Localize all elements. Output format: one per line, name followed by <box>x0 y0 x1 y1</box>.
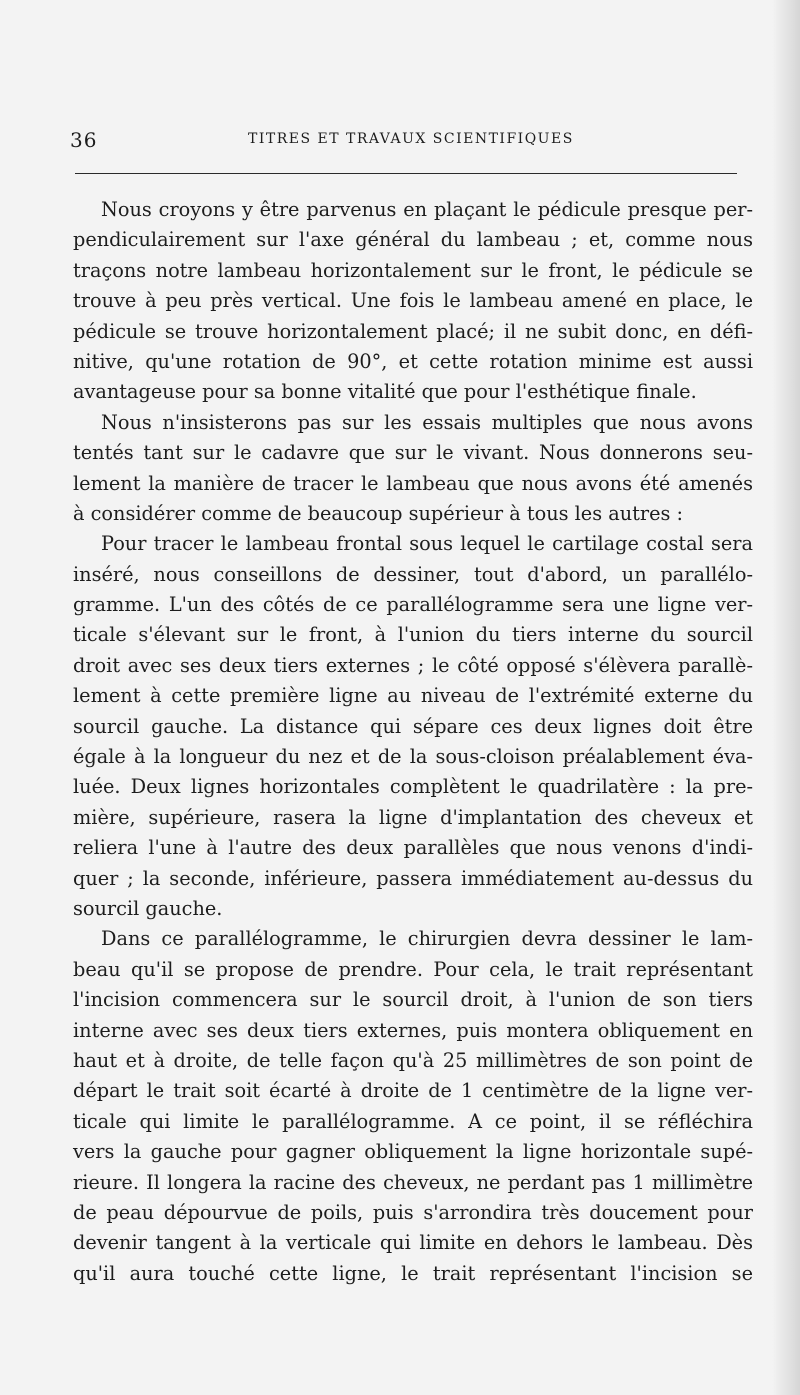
text-line: sourcil gauche. <box>73 896 223 920</box>
text-line: pédicule se trouve horizontalement placé; il ne subit donc, en défi- <box>73 319 753 343</box>
text-line: trouve à peu près vertical. Une fois le lambeau amené en place, le <box>73 289 753 313</box>
text-line: mière, supérieure, rasera la ligne d'implantation des cheveux et <box>73 805 753 829</box>
text-line: sourcil gauche. La distance qui sépare ces deux lignes doit être <box>73 714 753 738</box>
text-line: vers la gauche pour gagner obliquement la ligne horizontale supé- <box>73 1140 753 1164</box>
text-line: pendiculairement sur l'axe général du lambeau ; et, comme nous <box>73 228 753 252</box>
text-line: luée. Deux lignes horizontales complètent le quadrilatère : la pre- <box>73 775 753 799</box>
text-line: l'incision commencera sur le sourcil droit, à l'union de son tiers <box>73 988 753 1012</box>
text-line: à considérer comme de beaucoup supérieur à tous les autres : <box>73 501 684 525</box>
text-line: de peau dépourvue de poils, puis s'arrondira très doucement pour <box>73 1200 753 1224</box>
text-line: rieure. Il longera la racine des cheveux, ne perdant pas 1 millimètre <box>73 1170 753 1194</box>
text-line: traçons notre lambeau horizontalement sur le front, le pédicule se <box>73 258 753 282</box>
text-line: lement à cette première ligne au niveau de l'extrémité externe du <box>73 684 753 708</box>
text-line: gramme. L'un des côtés de ce parallélogramme sera une ligne ver- <box>73 593 753 617</box>
text-line: reliera l'une à l'autre des deux parallèles que nous venons d'indi- <box>73 836 753 860</box>
text-line: ticale qui limite le parallélogramme. A ce point, il se réfléchira <box>73 1109 753 1133</box>
text-line: égale à la longueur du nez et de la sous-cloison préalablement éva- <box>73 745 753 769</box>
text-line: qu'il aura touché cette ligne, le trait représentant l'incision se <box>73 1261 753 1285</box>
running-title: TITRES ET TRAVAUX SCIENTIFIQUES <box>248 131 574 147</box>
text-line: nitive, qu'une rotation de 90°, et cette rotation minime est aussi <box>73 349 753 373</box>
text-line: quer ; la seconde, inférieure, passera immédiatement au-dessus du <box>73 866 753 890</box>
text-line: lement la manière de tracer le lambeau que nous avons été amenés <box>73 471 753 495</box>
text-line: droit avec ses deux tiers externes ; le côté opposé s'élèvera parallè- <box>73 653 753 677</box>
header-rule <box>75 173 737 174</box>
text-line: départ le trait soit écarté à droite de 1 centimètre de la ligne ver- <box>73 1079 753 1103</box>
text-line: beau qu'il se propose de prendre. Pour cela, le trait représentant <box>73 957 753 981</box>
body-text <box>73 195 753 1289</box>
text-line: interne avec ses deux tiers externes, puis montera obliquement en <box>73 1018 753 1042</box>
text-line: inséré, nous conseillons de dessiner, tout d'abord, un parallélo- <box>73 562 753 586</box>
page-number: 36 <box>70 128 98 152</box>
text-line: devenir tangent à la verticale qui limite en dehors le lambeau. Dès <box>73 1231 753 1255</box>
text-line: Nous croyons y être parvenus en plaçant le pédicule presque per- <box>101 198 753 221</box>
text-line: Dans ce parallélogramme, le chirurgien devra dessiner le lam- <box>101 927 753 951</box>
text-line: Nous n'insisterons pas sur les essais multiples que nous avons <box>101 410 753 434</box>
text-line: tentés tant sur le cadavre que sur le vivant. Nous donnerons seu- <box>73 441 753 465</box>
text-line: haut et à droite, de telle façon qu'à 25 millimètres de son point de <box>73 1048 753 1072</box>
text-line: Pour tracer le lambeau frontal sous lequel le cartilage costal sera <box>101 532 753 556</box>
text-line: ticale s'élevant sur le front, à l'union du tiers interne du sourcil <box>73 623 753 647</box>
text-line: avantageuse pour sa bonne vitalité que pour l'esthétique finale. <box>73 380 697 404</box>
page-edge-shadow <box>772 0 800 1395</box>
